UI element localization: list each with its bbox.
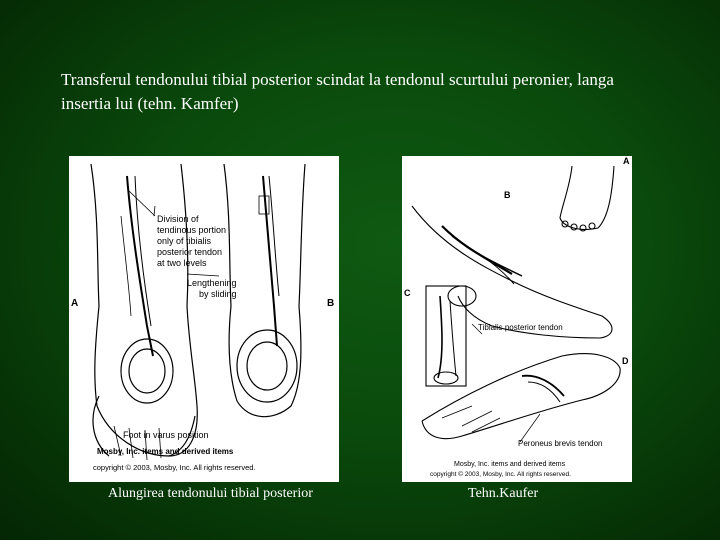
label-a: A [71,298,79,309]
label-d: D [622,356,629,366]
note-peroneus: Peroneus brevis tendon [518,439,603,448]
copyright-line-1: Mosby, Inc. items and derived items [97,447,234,456]
note-lengthening-line-1: Lengthening [187,278,237,288]
caption-right: Tehn.Kaufer [468,486,539,501]
note-division-line-1: Division of [157,214,199,224]
note-division-line-4: posterior tendon [157,247,223,257]
illustration-foot-transfer [402,156,632,482]
illustration-posterior-legs [69,156,339,482]
note-varus: Foot in varus position [123,430,209,440]
label-b: B [327,298,335,309]
note-division-line-2: tendinous portion [157,225,227,235]
copyright-line-2: copyright © 2003, Mosby, Inc. All rights reserved. [93,463,256,472]
slide-title: Transferul tendonului tibial posterior scindat la tendonul scurtului peronier, langa insertia lui (tehn. Kamfer) [61,70,614,113]
figure-kaufer-technique [402,156,632,482]
copyright-line-1: Mosby, Inc. items and derived items [454,461,566,468]
note-division-line-5: at two levels [157,258,207,268]
figure-tendon-lengthening [69,156,339,482]
copyright-line-2: copyright © 2003, Mosby, Inc. All rights reserved. [430,471,571,478]
label-a: A [623,156,630,166]
caption-left: Alungirea tendonului tibial posterior [108,486,313,501]
note-tibialis: Tibialis posterior tendon [478,323,563,332]
label-b: B [504,190,511,200]
note-division-line-3: only of tibialis [157,236,212,246]
label-c: C [404,288,411,298]
note-lengthening-line-2: by sliding [199,289,237,299]
